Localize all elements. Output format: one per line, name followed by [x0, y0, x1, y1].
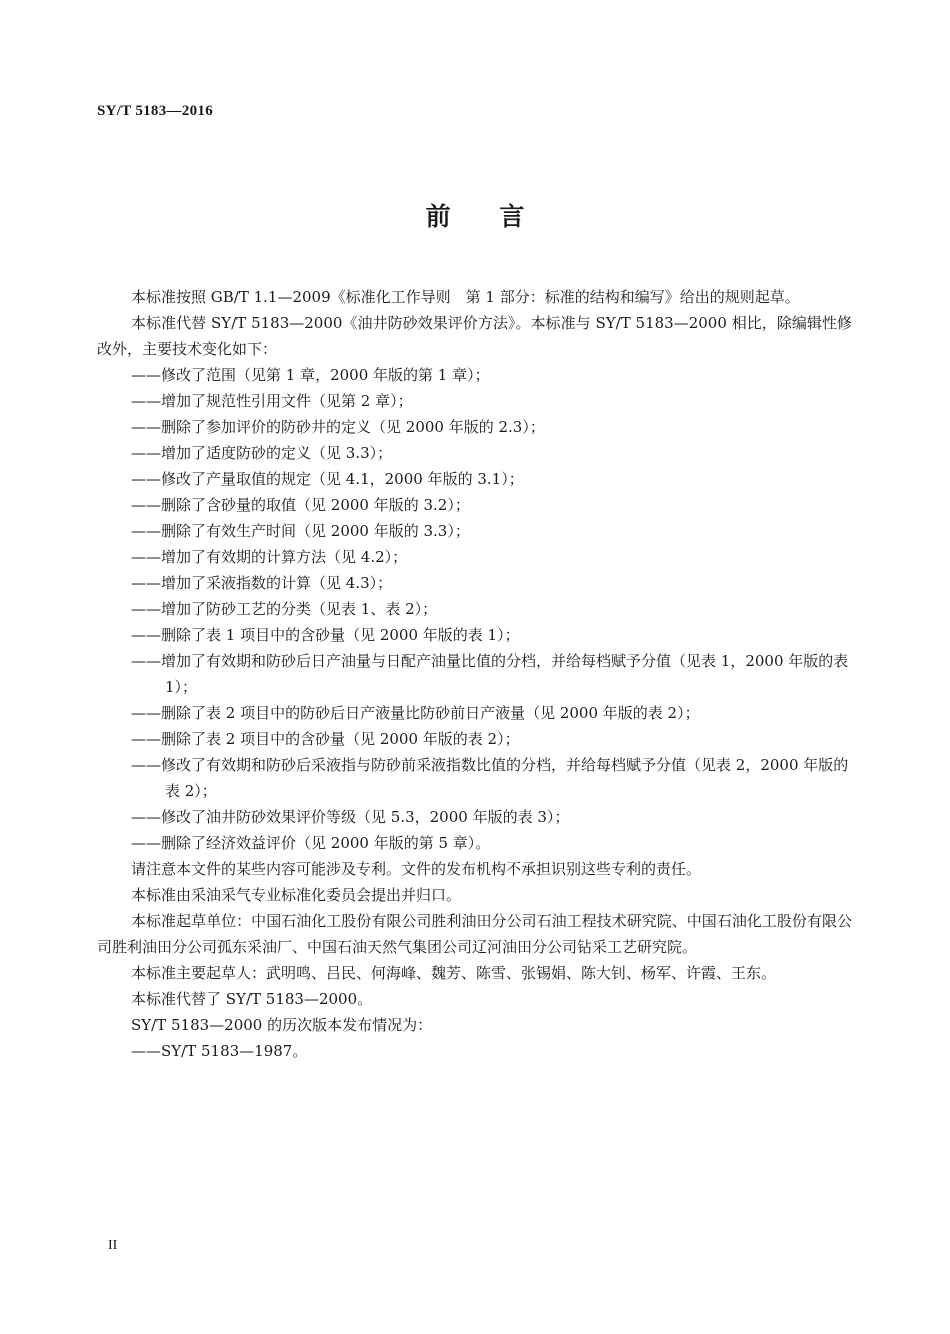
change-item: ——修改了有效期和防砂后采液指与防砂前采液指数比值的分档，并给每档赋予分值（见表 2，2000 年版的表 2）； — [131, 756, 849, 800]
intro-paragraph-2: 本标准代替 SY/T 5183—2000《油井防砂效果评价方法》。本标准与 SY/T 5183—2000 相比，除编辑性修改外，主要技术变化如下： — [97, 314, 852, 358]
change-item: ——增加了有效期的计算方法（见 4.2）； — [131, 548, 408, 566]
intro-paragraph-1: 本标准按照 GB/T 1.1—2009《标准化工作导则 第 1 部分：标准的结构和编写》给出的规则起草。 — [131, 288, 800, 306]
change-item: ——删除了参加评价的防砂井的定义（见 2000 年版的 2.3）； — [131, 418, 545, 436]
change-item: ——增加了防砂工艺的分类（见表 1、表 2）； — [131, 600, 438, 618]
foreword-body — [97, 284, 852, 1064]
change-item: ——增加了规范性引用文件（见第 2 章）； — [131, 392, 413, 410]
history-item: ——SY/T 5183—1987。 — [131, 1042, 308, 1060]
page-title: 前 言 — [425, 202, 525, 231]
change-item: ——增加了采液指数的计算（见 4.3）； — [131, 574, 393, 592]
change-item: ——删除了表 1 项目中的含砂量（见 2000 年版的表 1）； — [131, 626, 520, 644]
patent-notice: 请注意本文件的某些内容可能涉及专利。文件的发布机构不承担识别这些专利的责任。 — [131, 860, 702, 878]
standard-code: SY/T 5183—2016 — [97, 103, 214, 119]
change-item: ——删除了含砂量的取值（见 2000 年版的 3.2）； — [131, 496, 470, 514]
change-item: ——增加了适度防砂的定义（见 3.3）； — [131, 444, 393, 462]
history-intro: SY/T 5183—2000 的历次版本发布情况为： — [131, 1016, 433, 1034]
change-item: ——修改了产量取值的规定（见 4.1，2000 年版的 3.1）； — [131, 470, 524, 488]
change-item: ——修改了范围（见第 1 章，2000 年版的第 1 章）； — [131, 366, 490, 384]
change-item: ——删除了表 2 项目中的防砂后日产液量比防砂前日产液量（见 2000 年版的表 2）； — [131, 704, 700, 722]
replaces-statement: 本标准代替了 SY/T 5183—2000。 — [131, 990, 373, 1008]
proposer-statement: 本标准由采油采气专业标准化委员会提出并归口。 — [131, 886, 462, 904]
page-number: II — [108, 1238, 118, 1253]
drafters: 本标准主要起草人：武明鸣、吕民、何海峰、魏芳、陈雪、张锡娟、陈大钊、杨军、许霞、王东。 — [131, 964, 777, 982]
change-item: ——删除了有效生产时间（见 2000 年版的 3.3）； — [131, 522, 470, 540]
change-item: ——删除了表 2 项目中的含砂量（见 2000 年版的表 2）； — [131, 730, 520, 748]
change-item: ——修改了油井防砂效果评价等级（见 5.3，2000 年版的表 3）； — [131, 808, 570, 826]
change-item: ——增加了有效期和防砂后日产油量与日配产油量比值的分档，并给每档赋予分值（见表 1，2000 年版的表 1）； — [131, 652, 849, 696]
change-list — [97, 362, 852, 856]
change-item: ——删除了经济效益评价（见 2000 年版的第 5 章）。 — [131, 834, 491, 852]
drafting-units: 本标准起草单位：中国石油化工股份有限公司胜利油田分公司石油工程技术研究院、中国石油化工股份有限公司胜利油田分公司孤东采油厂、中国石油天然气集团公司辽河油田分公司钻采工艺研究院。 — [97, 912, 852, 956]
